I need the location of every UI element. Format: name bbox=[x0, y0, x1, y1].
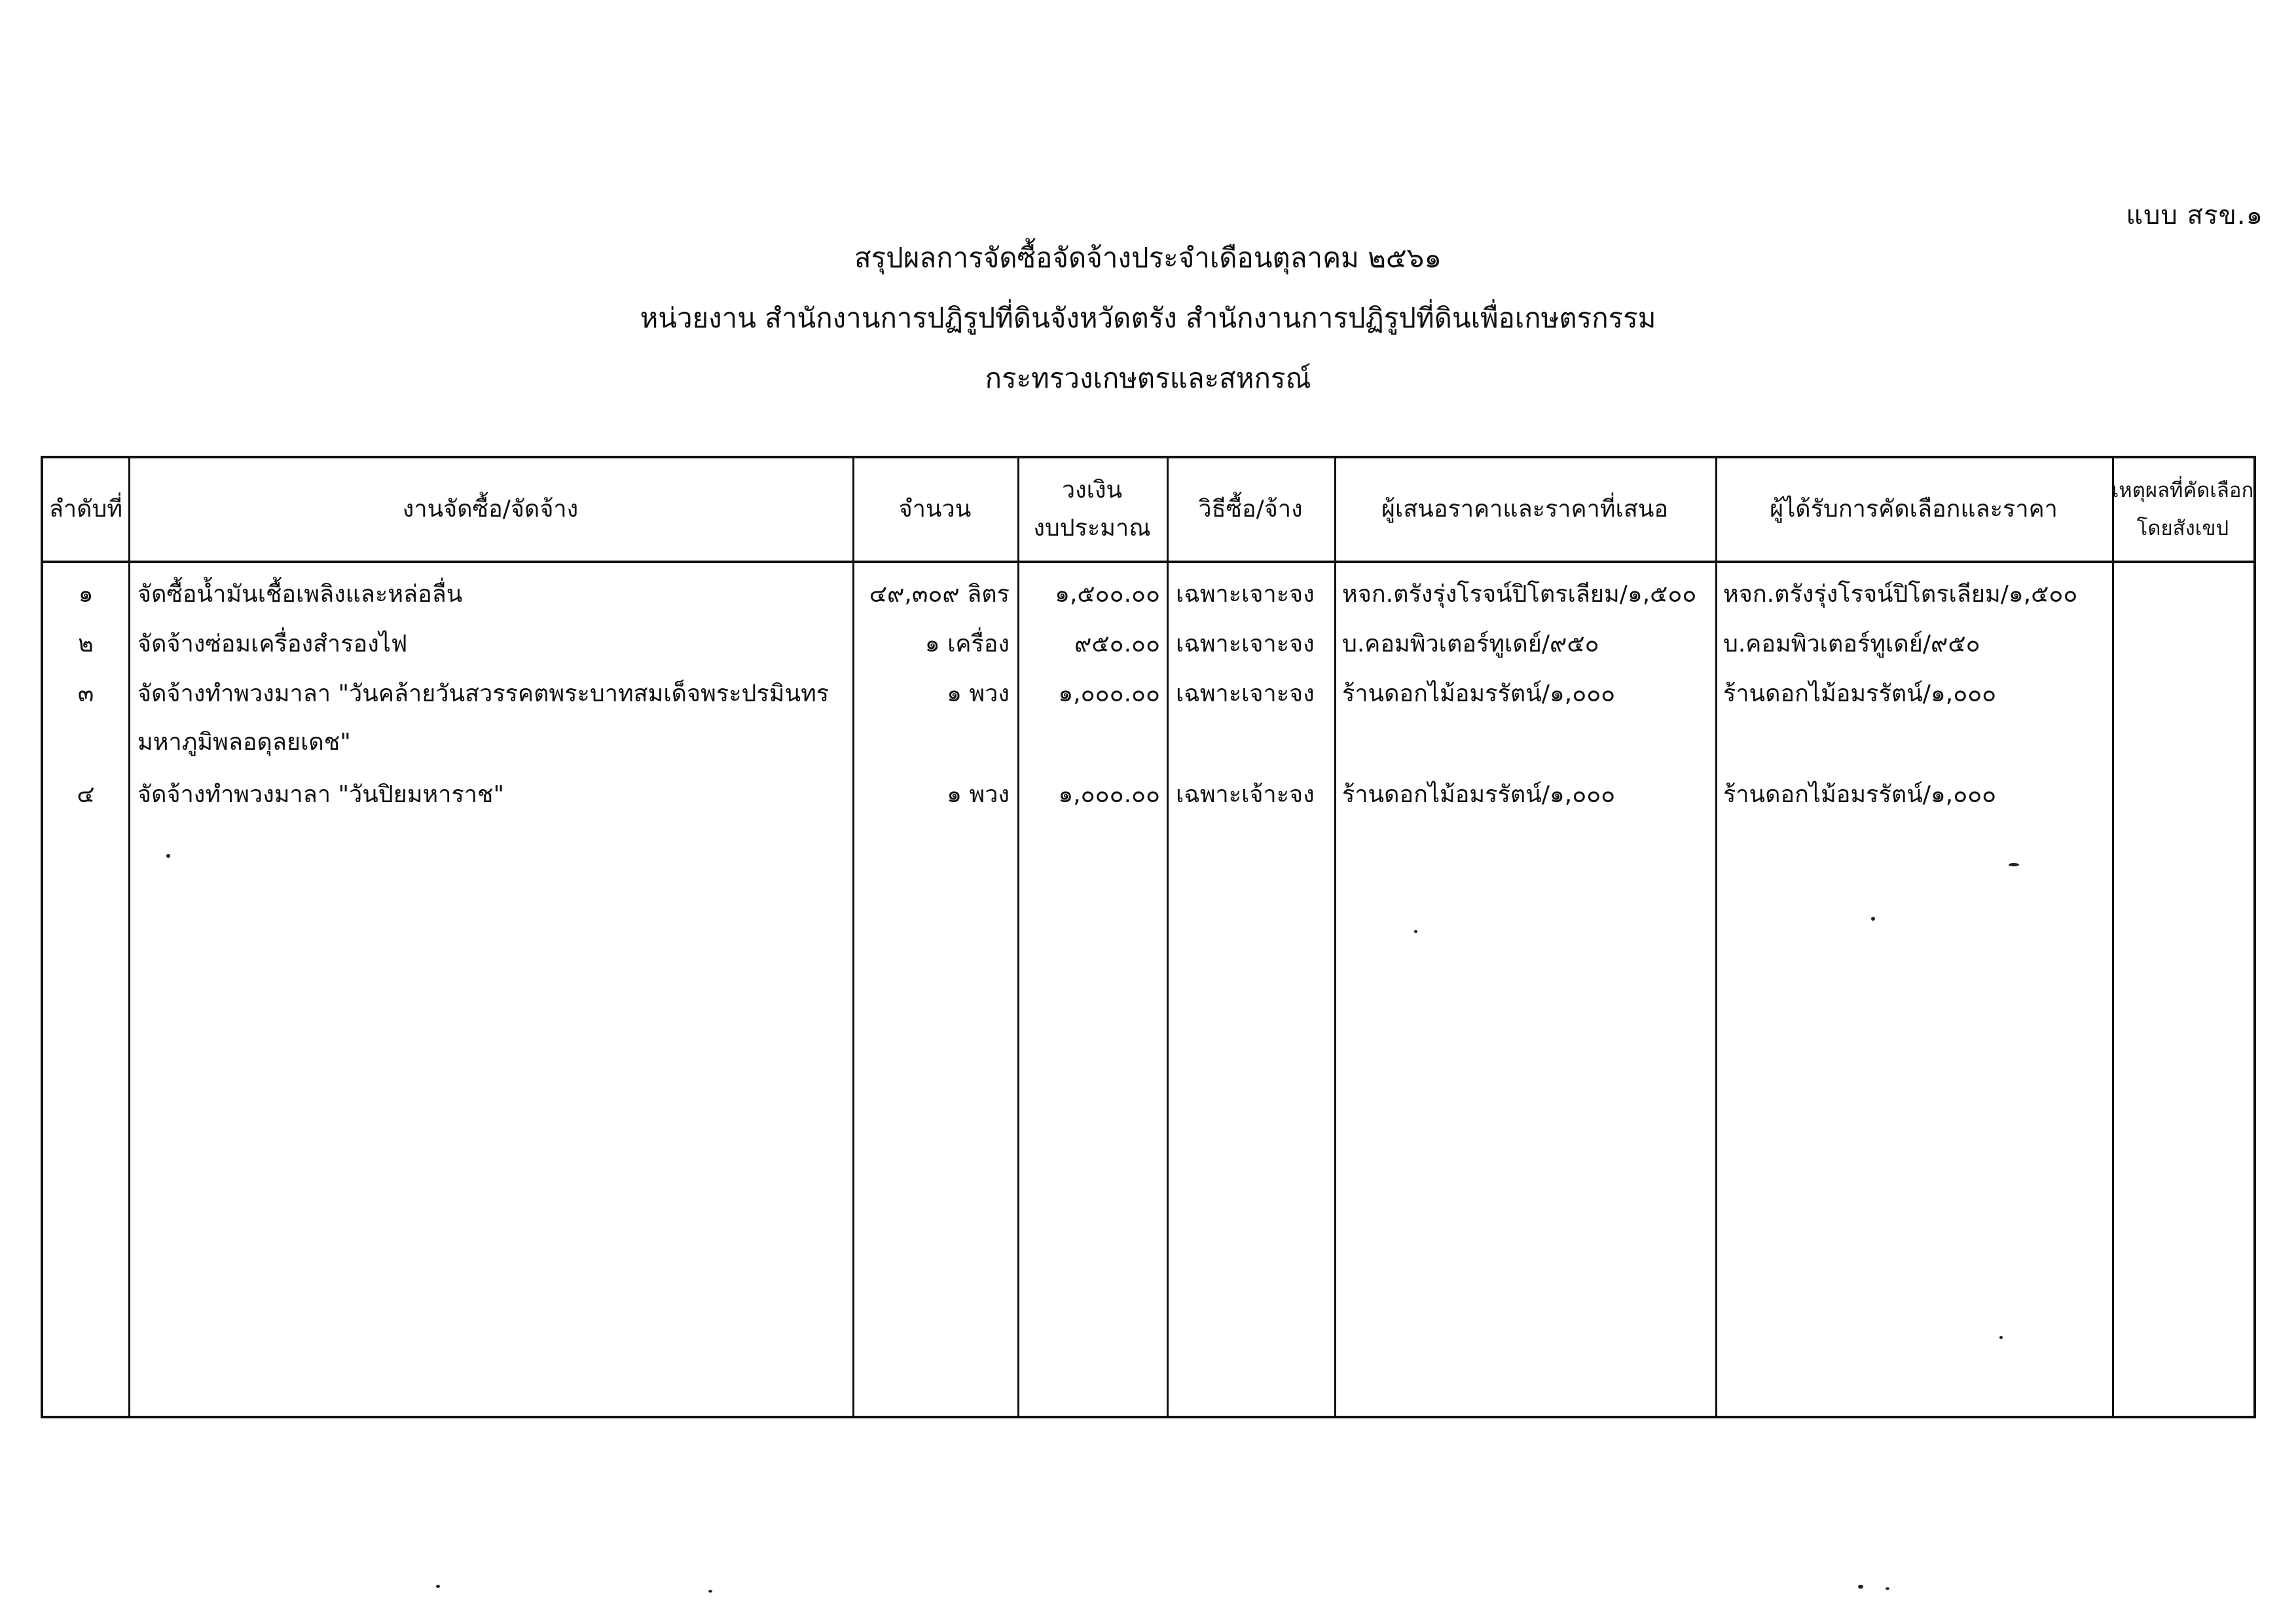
row-item: จัดจ้างซ่อมเครื่องสำรองไฟ bbox=[137, 631, 408, 657]
scan-speck bbox=[436, 1585, 440, 1588]
row-budget: ๑,๐๐๐.๐๐ bbox=[1058, 680, 1160, 707]
header-budget bbox=[1017, 458, 1167, 561]
header-bidders-label: ผู้เสนอราคาและราคาที่เสนอ bbox=[1381, 496, 1669, 523]
row-seq: ๔ bbox=[77, 781, 95, 808]
row-method: เฉพาะเจาะจง bbox=[1176, 581, 1315, 608]
header-method-label: วิธีซื้อ/จ้าง bbox=[1198, 496, 1303, 523]
header-budget-line1: วงเงิน bbox=[1061, 477, 1123, 504]
header-bidders bbox=[1334, 458, 1715, 561]
row-method: เฉพาะเจาะจง bbox=[1176, 631, 1315, 657]
header-seq-label: ลำดับที่ bbox=[48, 496, 123, 523]
row-seq: ๓ bbox=[77, 680, 94, 707]
row-bidder: ร้านดอกไม้อมรรัตน์/๑,๐๐๐ bbox=[1342, 680, 1616, 707]
scan-speck bbox=[1858, 1585, 1863, 1589]
table-row bbox=[43, 575, 2253, 614]
row-qty: ๑ พวง bbox=[947, 680, 1010, 707]
row-item-continuation: มหาภูมิพลอดุลยเดช" bbox=[137, 729, 351, 756]
table-row bbox=[43, 775, 2253, 815]
row-winner: ร้านดอกไม้อมรรัตน์/๑,๐๐๐ bbox=[1723, 680, 1997, 707]
header-budget-line2: งบประมาณ bbox=[1033, 515, 1151, 542]
row-budget: ๑,๐๐๐.๐๐ bbox=[1058, 781, 1160, 808]
header-qty-label: จำนวน bbox=[898, 496, 972, 523]
row-seq: ๒ bbox=[78, 631, 94, 657]
scan-speck bbox=[166, 854, 170, 858]
header-reason-line1: เหตุผลที่คัดเลือก bbox=[2111, 479, 2254, 502]
procurement-table bbox=[41, 456, 2256, 1418]
row-item: จัดซื้อน้ำมันเชื้อเพลิงและหล่อลื่น bbox=[137, 581, 463, 608]
header-winner bbox=[1715, 458, 2112, 561]
row-qty: ๑ เครื่อง bbox=[924, 631, 1010, 657]
table-row bbox=[43, 625, 2253, 664]
row-method: เฉพาะเจ้าะจง bbox=[1176, 781, 1315, 808]
header-method bbox=[1167, 458, 1334, 561]
header-qty bbox=[852, 458, 1017, 561]
header-reason bbox=[2112, 458, 2253, 561]
row-winner: หจก.ตรังรุ่งโรจน์ปิโตรเลียม/๑,๕๐๐ bbox=[1723, 581, 2078, 608]
header-item bbox=[128, 458, 852, 561]
header-divider bbox=[43, 561, 2253, 563]
row-qty: ๑ พวง bbox=[947, 781, 1010, 808]
row-bidder: บ.คอมพิวเตอร์ทูเดย์/๙๕๐ bbox=[1342, 631, 1599, 657]
row-winner: ร้านดอกไม้อมรรัตน์/๑,๐๐๐ bbox=[1723, 781, 1997, 808]
scan-speck bbox=[1414, 930, 1417, 933]
row-bidder: หจก.ตรังรุ่งโรจน์ปิโตรเลียม/๑,๕๐๐ bbox=[1342, 581, 1697, 608]
row-budget: ๑,๕๐๐.๐๐ bbox=[1055, 581, 1160, 608]
row-seq: ๑ bbox=[78, 581, 94, 608]
row-qty: ๔๙,๓๐๙ ลิตร bbox=[869, 581, 1010, 608]
agency-line: หน่วยงาน สำนักงานการปฏิรูปที่ดินจังหวัดตรัง สำนักงานการปฏิรูปที่ดินเพื่อเกษตรกรรม bbox=[640, 302, 1656, 334]
scan-speck bbox=[708, 1590, 712, 1593]
header-reason-line2: โดยสังเขป bbox=[2136, 517, 2229, 540]
row-budget: ๙๕๐.๐๐ bbox=[1074, 631, 1160, 657]
scan-speck bbox=[1886, 1587, 1889, 1590]
header-seq bbox=[43, 458, 128, 561]
scan-speck bbox=[1999, 1336, 2003, 1339]
scan-speck bbox=[1871, 917, 1875, 921]
table-row bbox=[43, 674, 2253, 714]
row-winner: บ.คอมพิวเตอร์ทูเดย์/๙๕๐ bbox=[1723, 631, 1980, 657]
row-method: เฉพาะเจาะจง bbox=[1176, 680, 1315, 707]
row-item: จัดจ้างทำพวงมาลา "วันคล้ายวันสวรรคตพระบาทสมเด็จพระปรมินทร bbox=[137, 680, 829, 707]
header-item-label: งานจัดซื้อ/จัดจ้าง bbox=[402, 496, 579, 523]
header-winner-label: ผู้ได้รับการคัดเลือกและราคา bbox=[1770, 496, 2058, 523]
document-title: สรุปผลการจัดซื้อจัดจ้างประจำเดือนตุลาคม ๒๕๖๑ bbox=[854, 242, 1442, 274]
row-item: จัดจ้างทำพวงมาลา "วันปิยมหาราช" bbox=[137, 781, 505, 808]
ministry-line: กระทรวงเกษตรและสหกรณ์ bbox=[985, 362, 1311, 394]
scan-speck bbox=[2009, 863, 2019, 866]
row-bidder: ร้านดอกไม้อมรรัตน์/๑,๐๐๐ bbox=[1342, 781, 1616, 808]
form-code: แบบ สรข.๑ bbox=[2126, 200, 2263, 231]
